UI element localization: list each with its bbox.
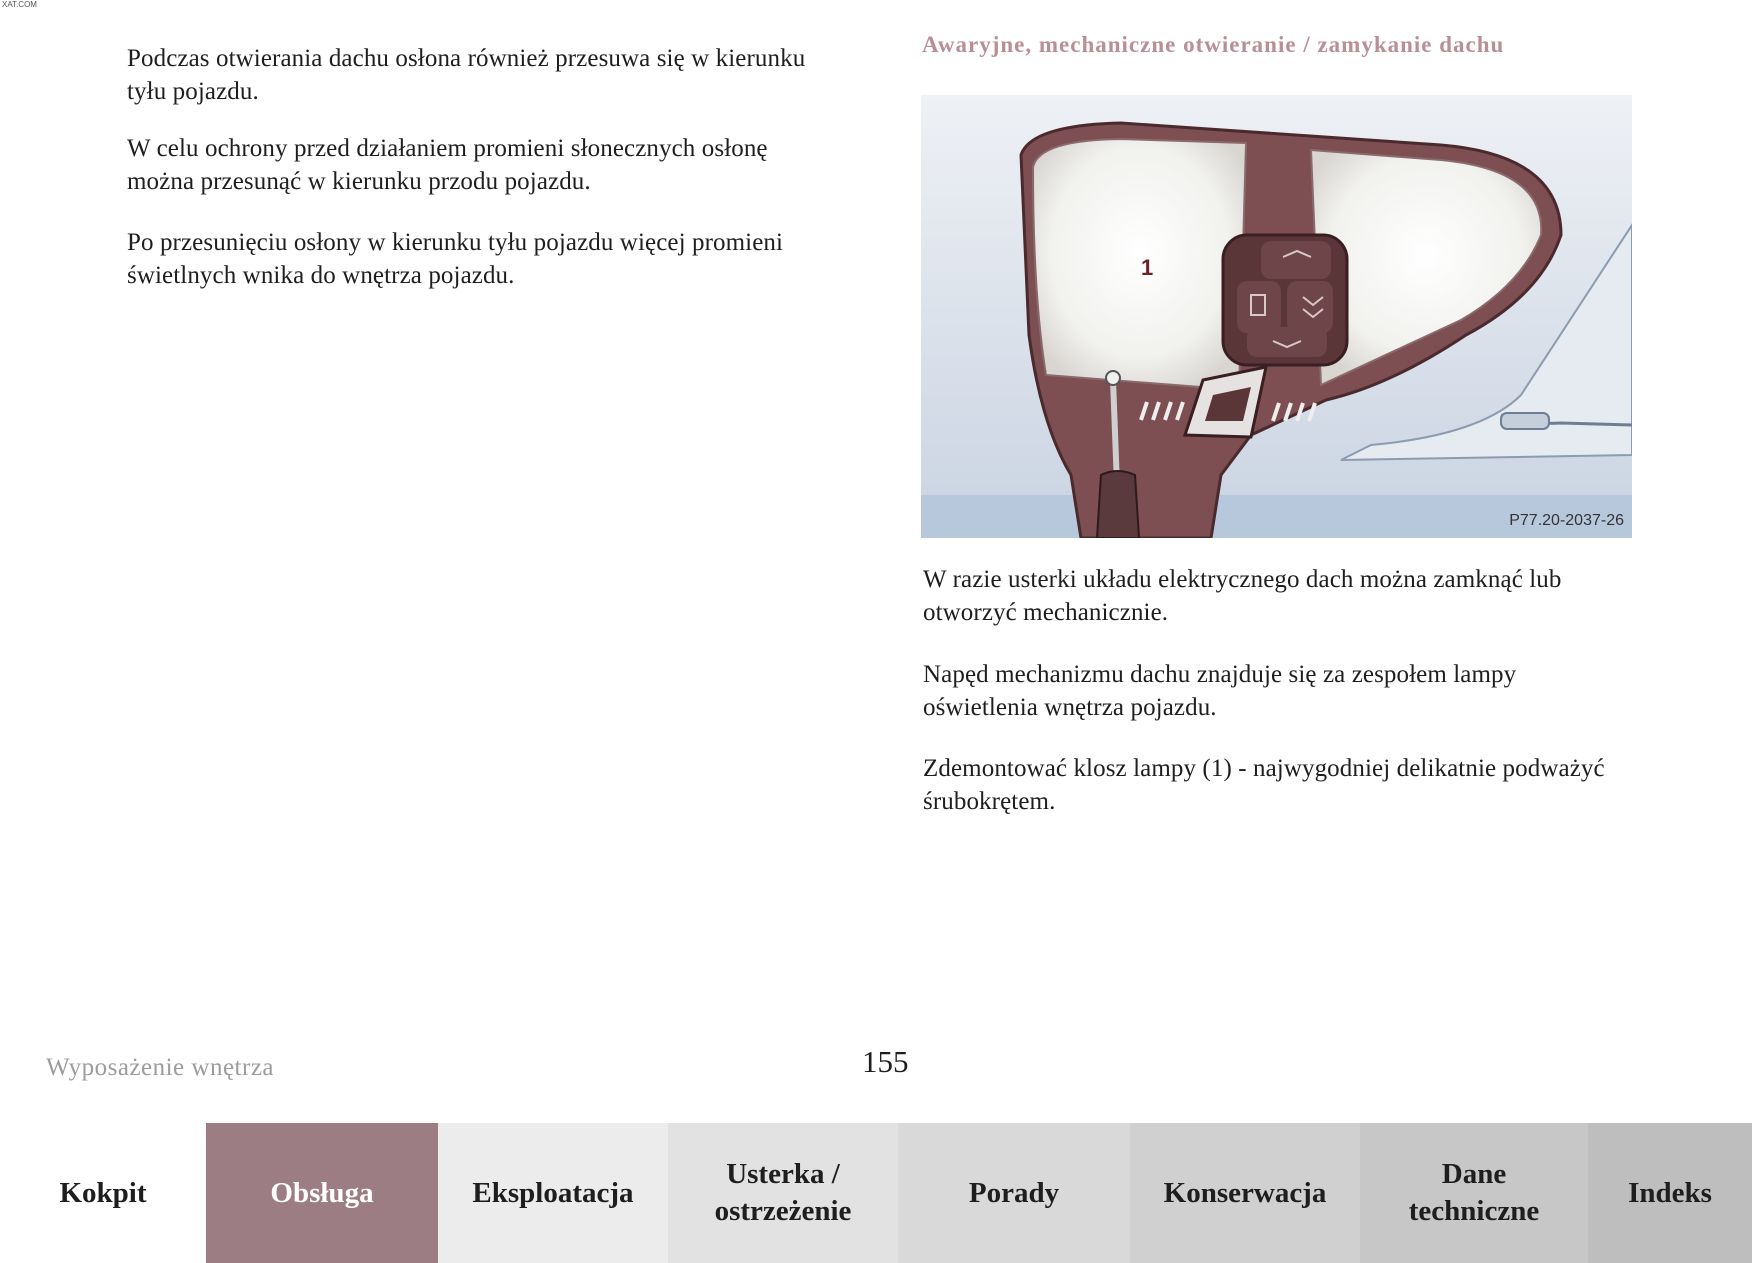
footer-section-title: Wyposażenie wnętrza xyxy=(46,1054,275,1081)
tab-dane-techniczne[interactable]: Dane techniczne xyxy=(1360,1123,1588,1263)
right-paragraph-2: Napęd mechanizmu dachu znajduje się za zespołem lampy oświetlenia wnętrza pojazdu. xyxy=(923,661,1517,721)
left-paragraph-1: Podczas otwierania dachu osłona również przesuwa się w kierunku tyłu pojazdu. xyxy=(127,45,806,105)
tab-eksploatacja[interactable]: Eksploatacja xyxy=(438,1123,668,1263)
tab-obsluga[interactable]: Obsługa xyxy=(206,1123,438,1263)
tab-porady[interactable]: Porady xyxy=(898,1123,1130,1263)
chapter-tabs xyxy=(0,1123,1752,1263)
figure-callout-1: 1 xyxy=(1141,255,1154,280)
tab-konserwacja[interactable]: Konserwacja xyxy=(1130,1123,1360,1263)
page-number: 155 xyxy=(862,1044,909,1079)
tab-indeks[interactable]: Indeks xyxy=(1588,1123,1752,1263)
overhead-console-illustration xyxy=(921,95,1632,538)
left-paragraph-3: Po przesunięciu osłony w kierunku tyłu pojazdu więcej promieni świetlnych wnika do wnętrza pojazdu. xyxy=(127,229,784,289)
right-paragraph-1: W razie usterki układu elektrycznego dach można zamknąć lub otworzyć mechanicznie. xyxy=(923,566,1562,626)
section-heading: Awaryjne, mechaniczne otwieranie / zamykanie dachu xyxy=(922,32,1505,57)
left-paragraph-2: W celu ochrony przed działaniem promieni słonecznych osłonę można przesunąć w kierunku przodu pojazdu. xyxy=(127,135,768,195)
overhead-console-figure xyxy=(921,95,1632,538)
right-paragraph-3: Zdemontować klosz lampy (1) - najwygodniej delikatnie podważyć śrubokrętem. xyxy=(923,755,1605,815)
tab-kokpit[interactable]: Kokpit xyxy=(0,1123,206,1263)
figure-code: P77.20-2037-26 xyxy=(1509,512,1624,529)
tab-usterka[interactable]: Usterka / ostrzeżenie xyxy=(668,1123,898,1263)
watermark: XAT.COM xyxy=(2,0,37,9)
